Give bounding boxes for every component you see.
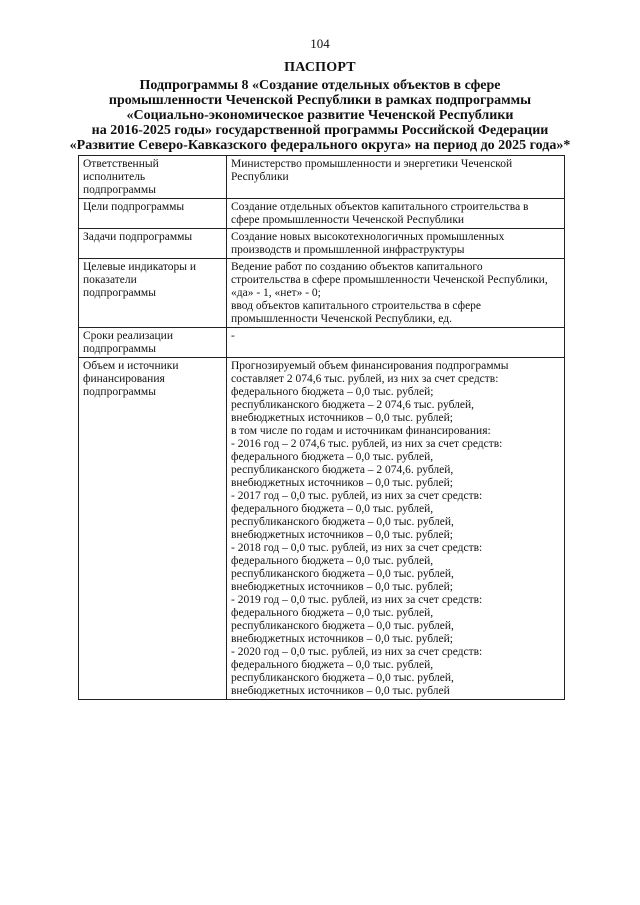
row-value: [227, 156, 565, 199]
value-line: федерального бюджета – 0,0 тыс. рублей,: [231, 451, 434, 463]
table-row-goals: [79, 199, 565, 229]
table-row-timeline: [79, 328, 565, 358]
row-value: [227, 259, 565, 328]
row-label: [79, 259, 227, 328]
value-line: республиканского бюджета – 0,0 тыс. рублей,: [231, 516, 454, 528]
value-line: внебюджетных источников – 0,0 тыс. рублей;: [231, 529, 453, 541]
label-line: Ответственный: [83, 158, 159, 170]
label-line: подпрограммы: [83, 184, 156, 196]
page-number: 104: [310, 36, 330, 51]
label-line: Объем и источники: [83, 360, 179, 372]
document-title: ПАСПОРТ: [284, 60, 356, 75]
row-value: [227, 229, 565, 259]
subtitle-line: промышленности Чеченской Республики в рамках подпрограммы: [108, 93, 532, 108]
label-line: Сроки реализации: [83, 330, 173, 342]
row-label: [79, 328, 227, 358]
label-line: Цели подпрограммы: [83, 201, 185, 213]
value-line: в том числе по годам и источникам финансирования:: [231, 425, 491, 437]
value-line: республиканского бюджета – 2 074,6 тыс. рублей,: [231, 399, 475, 411]
row-value: [227, 328, 565, 358]
value-line: - 2016 год – 2 074,6 тыс. рублей, из них за счет средств:: [231, 438, 503, 450]
subtitle-line: на 2016-2025 годы» государственной программы Российской Федерации: [91, 123, 549, 138]
value-line: «да» - 1, «нет» - 0;: [231, 287, 321, 299]
table-row-funding: [79, 358, 565, 700]
value-line: федерального бюджета – 0,0 тыс. рублей,: [231, 607, 434, 619]
subtitle-line: Подпрограммы 8 «Создание отдельных объектов в сфере: [139, 78, 501, 93]
row-value: [227, 358, 565, 700]
row-label: [79, 229, 227, 259]
value-line: промышленности Чеченской Республики, ед.: [231, 313, 452, 325]
value-line: Ведение работ по созданию объектов капитального: [231, 261, 483, 273]
value-line: производств и промышленной инфраструктуры: [231, 244, 465, 256]
value-line: - 2019 год – 0,0 тыс. рублей, из них за счет средств:: [231, 594, 483, 606]
value-line: республиканского бюджета – 0,0 тыс. рублей,: [231, 620, 454, 632]
label-line: исполнитель: [83, 171, 146, 183]
value-line: составляет 2 074,6 тыс. рублей, из них за счет средств:: [231, 373, 499, 385]
subtitle-line: «Социально-экономическое развитие Чеченской Республики: [126, 108, 514, 123]
label-line: Целевые индикаторы и: [83, 261, 197, 273]
value-line: ввод объектов капитального строительства в сфере: [231, 300, 482, 312]
value-line: республиканского бюджета – 2 074,6. рублей,: [231, 464, 454, 476]
value-line: внебюджетных источников – 0,0 тыс. рублей;: [231, 477, 453, 489]
table-row-tasks: [79, 229, 565, 259]
table-row-indicators: [79, 259, 565, 328]
value-line: федерального бюджета – 0,0 тыс. рублей,: [231, 555, 434, 567]
value-line: Создание новых высокотехнологичных промышленных: [231, 231, 505, 243]
value-line: - 2017 год – 0,0 тыс. рублей, из них за счет средств:: [231, 490, 483, 502]
value-line: внебюджетных источников – 0,0 тыс. рублей: [231, 685, 450, 697]
value-line: Прогнозируемый объем финансирования подпрограммы: [231, 360, 509, 372]
value-line: - 2018 год – 0,0 тыс. рублей, из них за счет средств:: [231, 542, 483, 554]
row-label: [79, 358, 227, 700]
value-line: сфере промышленности Чеченской Республики: [231, 214, 465, 226]
document-subtitle: [60, 78, 580, 153]
table-row-responsible: [79, 156, 565, 199]
value-line: внебюджетных источников – 0,0 тыс. рублей;: [231, 633, 453, 645]
subtitle-line: «Развитие Северо-Кавказского федерального округа» на период до 2025 года»*: [69, 138, 571, 153]
label-line: Задачи подпрограммы: [83, 231, 193, 243]
label-line: финансирования: [83, 373, 165, 385]
row-value: [227, 199, 565, 229]
value-line: Республики: [231, 171, 289, 183]
value-line: Создание отдельных объектов капитального строительства в: [231, 201, 529, 213]
value-line: республиканского бюджета – 0,0 тыс. рублей,: [231, 672, 454, 684]
label-line: показатели: [83, 274, 137, 286]
value-line: республиканского бюджета – 0,0 тыс. рублей,: [231, 568, 454, 580]
value-line: строительства в сфере промышленности Чеченской Республики,: [231, 274, 548, 286]
value-line: - 2020 год – 0,0 тыс. рублей, из них за счет средств:: [231, 646, 483, 658]
value-line: федерального бюджета – 0,0 тыс. рублей,: [231, 503, 434, 515]
value-line: внебюджетных источников – 0,0 тыс. рублей;: [231, 581, 453, 593]
label-line: подпрограммы: [83, 287, 156, 299]
label-line: подпрограммы: [83, 386, 156, 398]
value-line: федерального бюджета – 0,0 тыс. рублей,: [231, 659, 434, 671]
value-line: федерального бюджета – 0,0 тыс. рублей;: [231, 386, 434, 398]
row-label: [79, 156, 227, 199]
value-line: -: [231, 330, 235, 342]
value-line: Министерство промышленности и энергетики Чеченской: [231, 158, 513, 170]
label-line: подпрограммы: [83, 343, 156, 355]
value-line: внебюджетных источников – 0,0 тыс. рублей;: [231, 412, 453, 424]
row-label: [79, 199, 227, 229]
passport-table: [78, 155, 565, 700]
